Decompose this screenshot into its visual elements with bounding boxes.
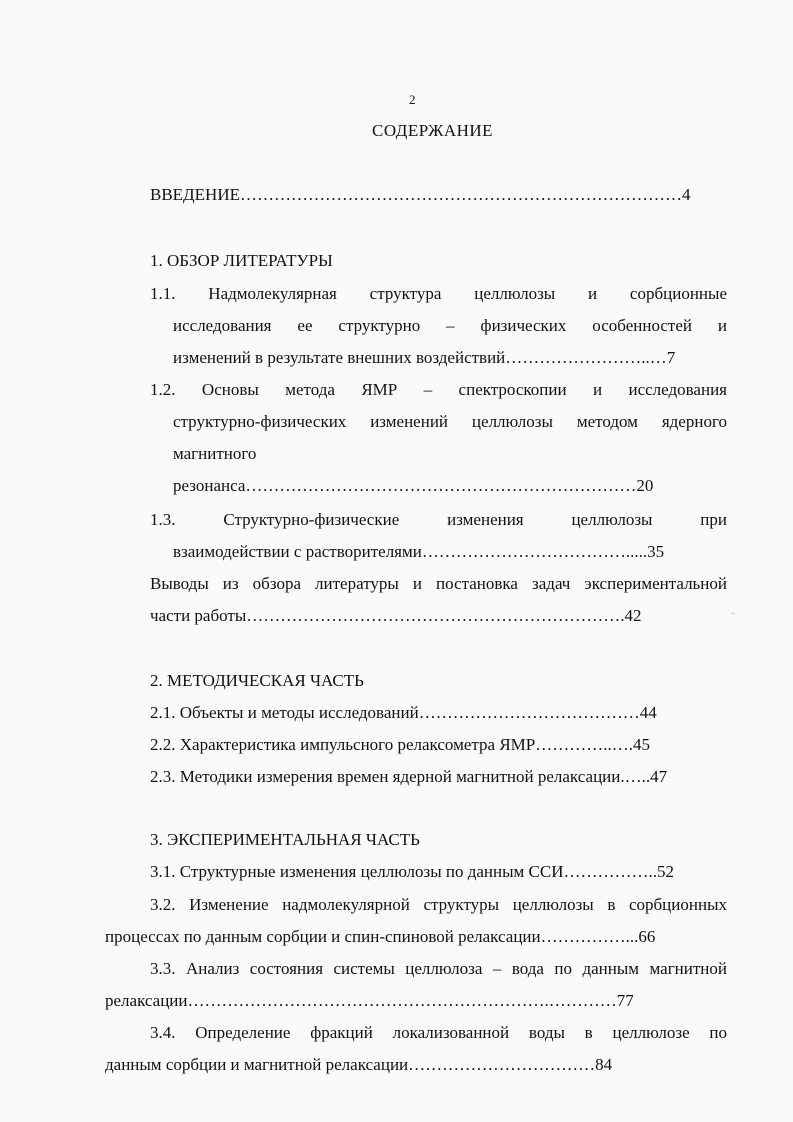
toc-entry-2-3: 2.3. Методики измерения времен ядерной магнитной релаксации.…..47: [150, 767, 668, 786]
toc-entry-2-2: 2.2. Характеристика импульсного релаксометра ЯМР…………..….45: [150, 735, 651, 754]
toc-entry-1-1-line-3: изменений в результате внешних воздействий……………………..…7: [173, 348, 676, 367]
toc-entry-3-3-line-2: релаксации……………………………………………………….…………77: [105, 991, 634, 1010]
toc-text: 1.2. Основы метода ЯМР – спектроскопии и исследования: [150, 380, 727, 399]
toc-text: 3.2. Изменение надмолекулярной структуры целлюлозы в сорбционных: [150, 895, 727, 914]
toc-text: 1.1. Надмолекулярная структура целлюлозы и сорбционные: [150, 284, 727, 303]
toc-text: структурно-физических изменений целлюлозы методом ядерного: [173, 412, 727, 431]
toc-entry-2-1: 2.1. Объекты и методы исследований…………………………………44: [150, 703, 657, 722]
toc-entry-1-1-line-1: [150, 283, 727, 305]
toc-entry-3-3-line-1: [150, 958, 727, 980]
toc-entry-1-2-line-1: [150, 379, 727, 401]
toc-entry-3-2-line-2: процессах по данным сорбции и спин-спиновой релаксации……………...66: [105, 927, 656, 946]
section-heading-1: 1. ОБЗОР ЛИТЕРАТУРЫ: [150, 251, 333, 270]
toc-entry-3-2-line-1: [150, 894, 727, 916]
toc-entry-3-1: 3.1. Структурные изменения целлюлозы по данным ССИ……………..52: [150, 862, 674, 881]
toc-entry-conclusions-line-2: части работы………………………………………………………….42: [150, 606, 642, 625]
toc-text: 3.3. Анализ состояния системы целлюлоза – вода по данным магнитной: [150, 959, 727, 978]
toc-entry-3-4-line-2: данным сорбции и магнитной релаксации……………………………84: [105, 1055, 613, 1074]
toc-entry-1-1-line-2: [173, 315, 727, 337]
toc-entry-1-3-line-1: [150, 509, 727, 531]
toc-entry-conclusions-line-1: [150, 573, 727, 595]
toc-entry-1-2-line-2: [173, 411, 727, 433]
section-heading-3: 3. ЭКСПЕРИМЕНТАЛЬНАЯ ЧАСТЬ: [150, 830, 420, 849]
page-number: 2: [409, 92, 416, 107]
toc-text: 3.4. Определение фракций локализованной воды в целлюлозе по: [150, 1023, 727, 1042]
toc-text: Выводы из обзора литературы и постановка задач экспериментальной: [150, 574, 727, 593]
page-title: СОДЕРЖАНИЕ: [372, 121, 494, 140]
toc-entry-1-2-line-4: резонанса……………………………………………………………20: [173, 476, 654, 495]
toc-entry-1-3-line-2: взаимодействии с растворителями……………………………….....35: [173, 542, 665, 561]
toc-entry-1-2-line-3: магнитного: [173, 444, 257, 463]
section-heading-2: 2. МЕТОДИЧЕСКАЯ ЧАСТЬ: [150, 671, 364, 690]
toc-text: 1.3. Структурно-физические изменения целлюлозы при: [150, 510, 727, 529]
toc-entry-introduction: ВВЕДЕНИЕ……………………………………………………………………4: [150, 185, 691, 204]
scan-mark: ·: [731, 608, 735, 620]
toc-text: исследования ее структурно – физических особенностей и: [173, 316, 727, 335]
toc-entry-3-4-line-1: [150, 1022, 727, 1044]
